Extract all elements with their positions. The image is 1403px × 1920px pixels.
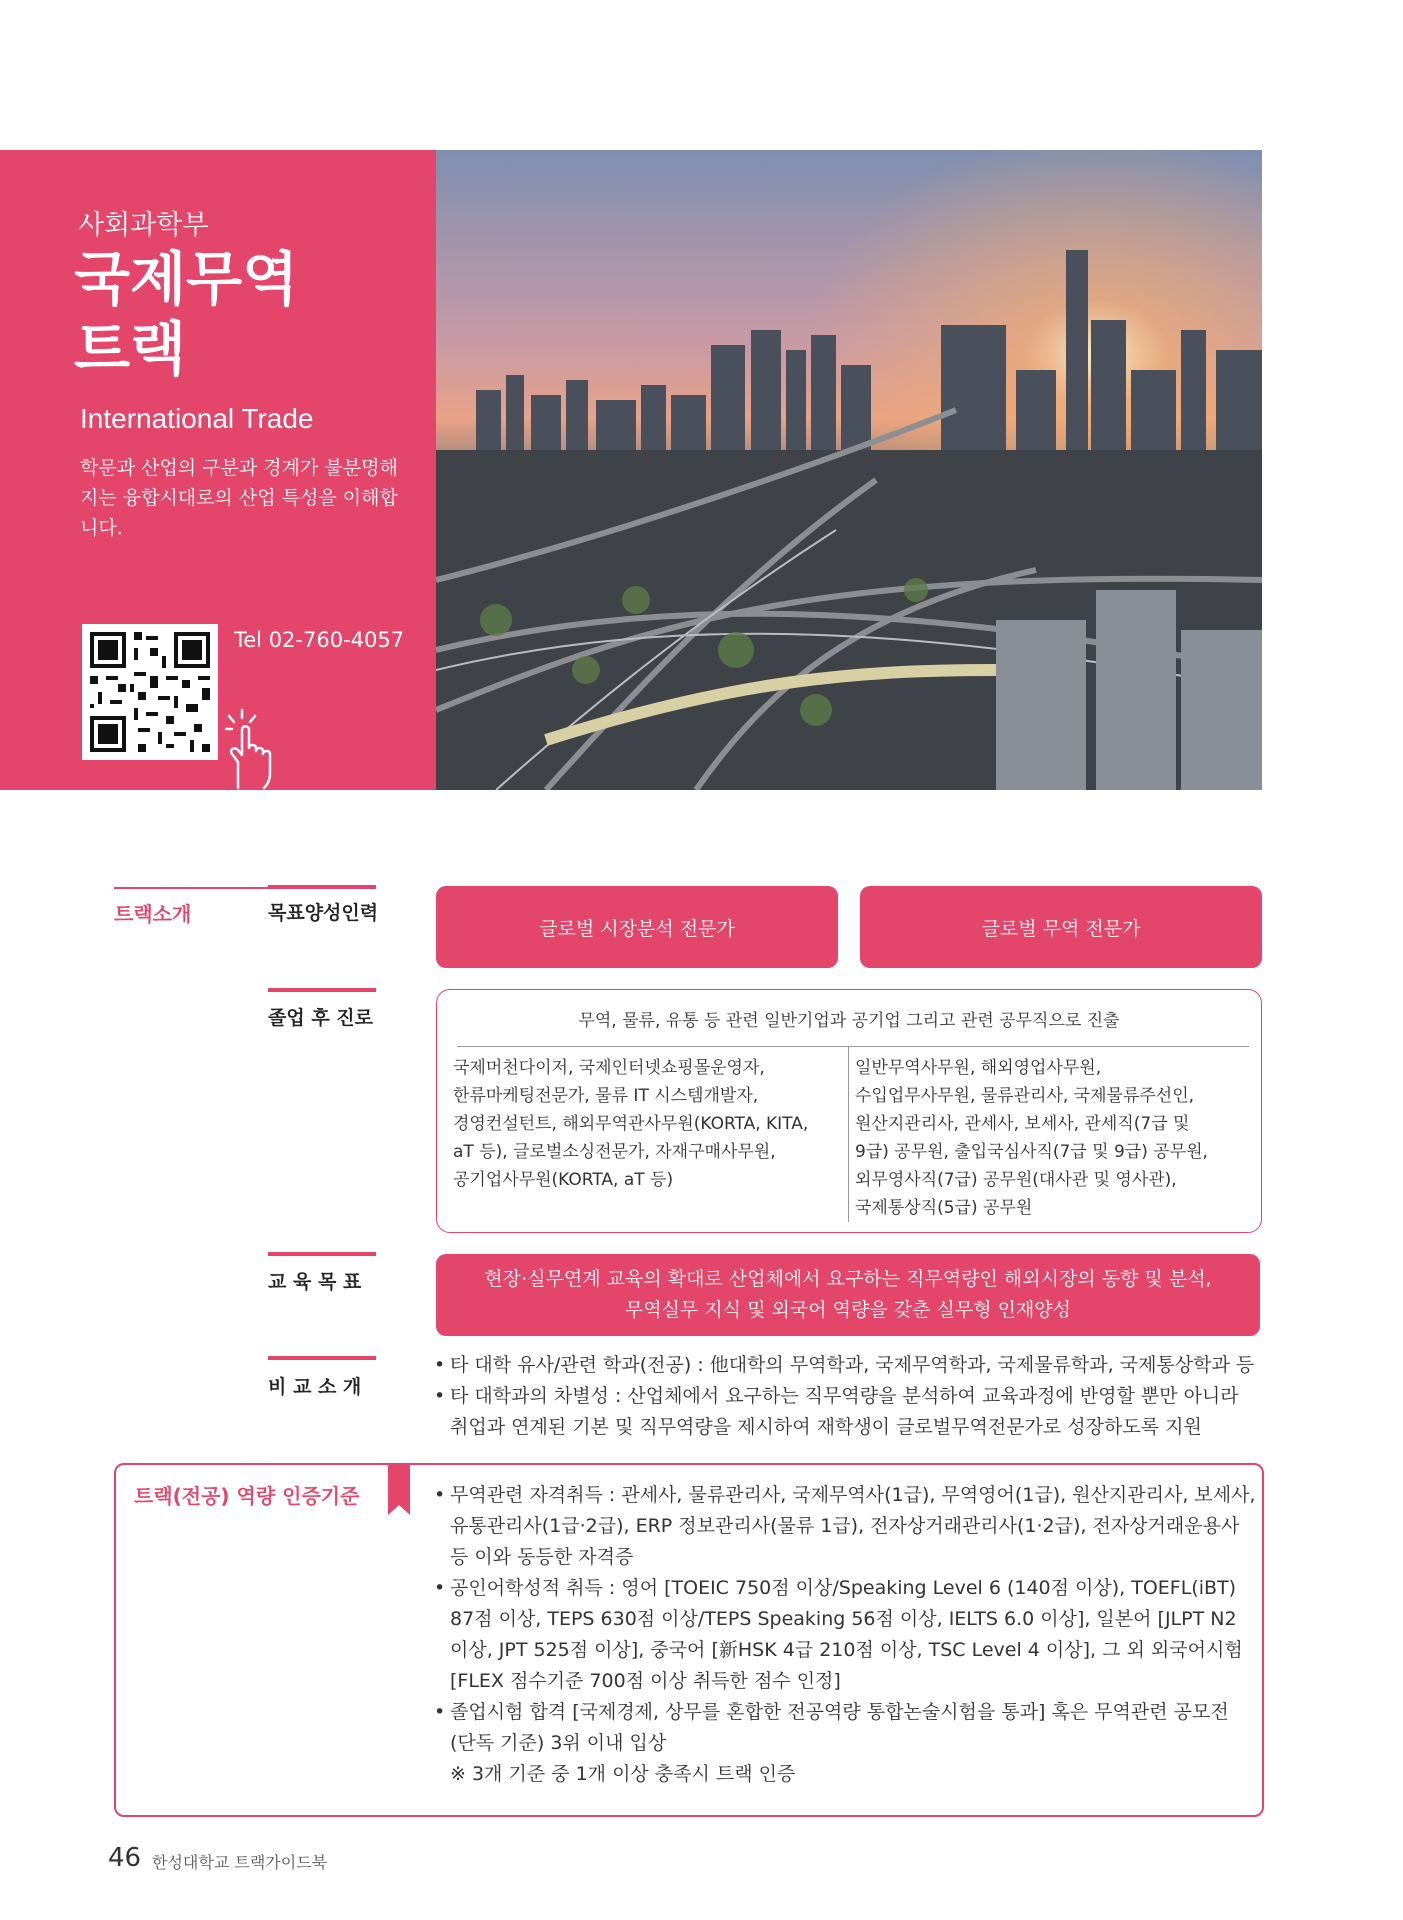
edu-goal-line-1: 현장·실무연계 교육의 확대로 산업체에서 요구하는 직무역량인 해외시장의 동향 및 분석,: [484, 1268, 1212, 1290]
edu-goal-line-2: 무역실무 지식 및 외국어 역량을 갖춘 실무형 인재양성: [624, 1299, 1072, 1321]
city-highway-photo: [436, 150, 1262, 790]
cert-item-license-line-2: 유통관리사(1급·2급), ERP 정보관리사(물류 1급), 전자상거래관리사(1·2급), 전자상거래운용사: [450, 1515, 1240, 1537]
certification-list: [434, 1480, 1264, 1790]
cert-item-exam-line-2: (단독 기준) 3위 이내 입상: [450, 1732, 667, 1754]
cert-item-license-line-3: 등 이와 동등한 자격증: [450, 1546, 634, 1568]
cert-item-language-line-3: 이상, JPT 525점 이상], 중국어 [新HSK 4급 210점 이상, TSC Level 4 이상], 그 외 외국어시험: [450, 1639, 1243, 1661]
compare-item-difference-cont: 취업과 연계된 기본 및 직무역량을 제시하여 재학생이 글로벌무역전문가로 성장하도록 지원: [450, 1416, 1202, 1438]
department-label: 사회과학부: [78, 210, 209, 241]
career-divider: [457, 1046, 1249, 1047]
title-line-2: 트랙: [74, 315, 187, 383]
page-title: [74, 244, 414, 384]
cert-item-language: • 공인어학성적 취득 : 영어 [TOEIC 750점 이상/Speaking Level 6 (140점 이상), TOEFL(iBT): [434, 1573, 1264, 1604]
career-label-bar: [268, 988, 376, 992]
career-public-list: 일반무역사무원, 해외영업사무원, 수입업무사무원, 물류관리사, 국제물류주선인, 원산지관리사, 관세사, 보세사, 관세직(7급 및 9급) 공무원, 출입국심사직(7급 및 9급) 공무원, 외무영사직(7급) 공무원(대사관 및 영사관), 국제통상직(5급) 공무원: [855, 1058, 1208, 1218]
telephone-number: Tel 02-760-4057: [234, 628, 405, 652]
compare-label-bar: [268, 1356, 376, 1360]
career-private-list: 국제머천다이저, 국제인터넷쇼핑몰운영자, 한류마케팅전문가, 물류 IT 시스템개발자, 경영컨설턴트, 해외무역관사무원(KORTA, KITA, aT 등), 글로벌소싱전문가, 자재구매사무원, 공기업사무원(KORTA, aT 등): [453, 1058, 809, 1190]
compare-label: 비 교 소 개: [268, 1376, 362, 1398]
book-title: 한성대학교 트랙가이드북: [152, 1853, 328, 1872]
goal-label: 목표양성인력: [268, 902, 379, 924]
tap-hand-icon: [220, 704, 290, 790]
compare-item-difference: • 타 대학과의 차별성 : 산업체에서 요구하는 직무역량을 분석하여 교육과정에 반영할 뿐만 아니라: [434, 1381, 1264, 1412]
certification-title: 트랙(전공) 역량 인증기준: [134, 1484, 360, 1508]
edu-goal-pill: [436, 1254, 1260, 1336]
goal-pill-trade-expert: 글로벌 무역 전문가: [860, 886, 1262, 968]
title-line-1: 국제무역: [74, 245, 299, 313]
qr-code-icon[interactable]: [82, 624, 218, 760]
career-box: [436, 989, 1262, 1233]
edu-label-bar: [268, 1252, 376, 1256]
edu-goal-label: 교 육 목 표: [268, 1271, 362, 1293]
compare-item-similar: • 타 대학 유사/관련 학과(전공) : 他대학의 무역학과, 국제무역학과, 국제물류학과, 국제통상학과 등: [434, 1350, 1264, 1381]
track-description: 학문과 산업의 구분과 경계가 불분명해지는 융합시대로의 산업 특성을 이해합니다.: [80, 457, 398, 539]
english-title: International Trade: [80, 403, 314, 434]
cert-item-exam: • 졸업시험 합격 [국제경제, 상무를 혼합한 전공역량 통합논술시험을 통과] 혹은 무역관련 공모전: [434, 1697, 1264, 1728]
goal-label-bar: [268, 885, 376, 889]
compare-list: [434, 1350, 1264, 1443]
career-column-divider: [848, 1047, 849, 1222]
career-summary: 무역, 물류, 유통 등 관련 일반기업과 공기업 그리고 관련 공무직으로 진출: [578, 1011, 1120, 1031]
career-label: 졸업 후 진로: [268, 1007, 373, 1029]
page-number: 46: [108, 1843, 142, 1873]
cert-item-license: • 무역관련 자격취득 : 관세사, 물류관리사, 국제무역사(1급), 무역영어(1급), 원산지관리사, 보세사,: [434, 1480, 1264, 1511]
bookmark-ribbon-icon: [388, 1463, 410, 1515]
intro-section-title: 트랙소개: [114, 902, 192, 926]
goal-pill-market-analyst: 글로벌 시장분석 전문가: [436, 886, 838, 968]
cert-item-language-line-4: [FLEX 점수기준 700점 이상 취득한 점수 인정]: [450, 1670, 841, 1692]
cert-note: ※ 3개 기준 중 1개 이상 충족시 트랙 인증: [450, 1763, 796, 1785]
cert-item-language-line-2: 87점 이상, TEPS 630점 이상/TEPS Speaking 56점 이상, IELTS 6.0 이상], 일본어 [JLPT N2: [450, 1608, 1237, 1630]
